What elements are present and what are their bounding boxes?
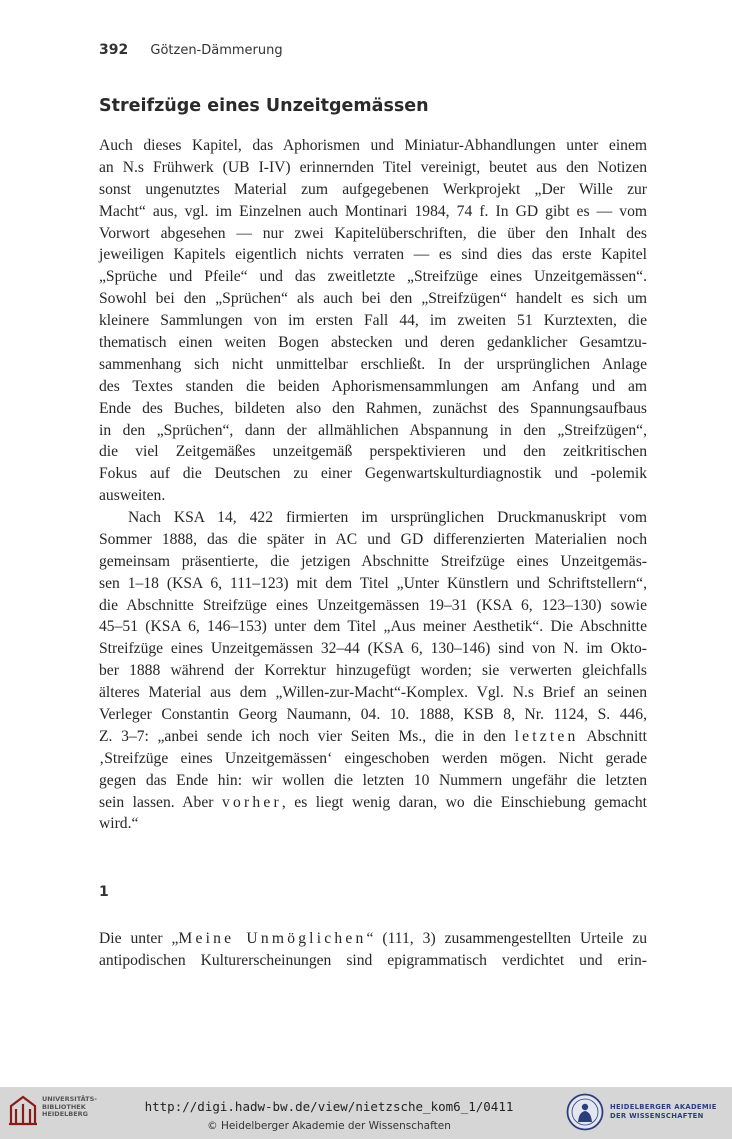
text-line: Ende des Buches, bildeten also den Rahmen, zunächst des Spannungsaufbaus bbox=[99, 399, 647, 417]
text-line: Nach KSA 14, 422 firmierten im ursprünglichen Druckmanuskript vom bbox=[128, 509, 647, 526]
text-line bbox=[99, 726, 647, 748]
text-line: gemeinsam präsentierte, die jetzigen Abschnitte Streifzüge eines Unzeitgemäs- bbox=[99, 552, 647, 570]
spaced-emphasis: vorher bbox=[221, 793, 282, 811]
text-line: ber 1888 während der Korrektur hinzugefügt worden; sie verwerten gleichfalls bbox=[99, 662, 647, 680]
text-run: sein lassen. Aber bbox=[99, 793, 222, 811]
academy-seal-icon bbox=[566, 1093, 604, 1131]
text-run: , es liegt wenig daran, wo die Einschiebung gemacht bbox=[281, 793, 647, 811]
text-line: Sowohl bei den „Sprüchen“ als auch bei den „Streifzügen“ handelt es sich um bbox=[99, 290, 647, 308]
source-url-link[interactable]: http://digi.hadw-bw.de/view/nietzsche_kom6_1/0411 bbox=[144, 1099, 514, 1114]
text-line: ausweiten. bbox=[99, 487, 166, 505]
text-run: Die unter „ bbox=[99, 930, 179, 947]
text-line: 45–51 (KSA 6, 146–153) unter dem Titel „Aus meiner Aesthetik“. Die Abschnitte bbox=[99, 618, 647, 636]
text-run: Abschnitt bbox=[578, 727, 647, 745]
text-line: Sommer 1888, das die später in AC und GD differenzierten Materialien noch bbox=[99, 530, 647, 548]
academy-name: HEIDELBERGER AKADEMIE DER WISSENSCHAFTEN bbox=[610, 1103, 717, 1120]
text-line: sammenhang sich nicht unmittelbar erschließt. In der ursprünglichen Anlage bbox=[99, 355, 647, 373]
entry-number: 1 bbox=[99, 884, 109, 900]
text-line: Streifzüge eines Unzeitgemässen 32–44 (KSA 6, 130–146) sind von N. im Okto- bbox=[99, 640, 647, 658]
text-line: des Textes standen die beiden Aphorismensammlungen am Anfang und am bbox=[99, 377, 647, 395]
section-title: Streifzüge eines Unzeitgemässen bbox=[99, 96, 429, 116]
text-line: die Abschnitte Streifzüge eines Unzeitgemässen 19–31 (KSA 6, 123–130) sowie bbox=[99, 596, 647, 614]
book-title: Götzen-Dämmerung bbox=[150, 43, 283, 58]
footer-bar bbox=[0, 1087, 732, 1139]
text-line: Vorwort abgesehen — nur zwei Kapitelüberschriften, die über den Inhalt des bbox=[99, 224, 647, 242]
text-line: an N.s Frühwerk (UB I-IV) erinnernden Titel vereinigt, beutet aus den Notizen bbox=[99, 158, 647, 176]
text-line: sonst ungenutztes Material zum aufgegebenen Werkprojekt „Der Wille zur bbox=[99, 180, 647, 198]
spaced-emphasis: letzten bbox=[514, 727, 579, 745]
text-line bbox=[99, 792, 647, 814]
paragraph-1 bbox=[99, 135, 647, 507]
page-number: 392 bbox=[99, 42, 129, 58]
entry-text bbox=[99, 928, 647, 972]
text-line bbox=[99, 928, 647, 950]
text-line: „Sprüche und Pfeile“ und das zweitletzte „Streifzüge eines Unzeitgemässen“. bbox=[99, 268, 647, 286]
text-line: Macht“ aus, vgl. im Einzelnen auch Montinari 1984, 74 f. In GD gibt es — vom bbox=[99, 202, 647, 220]
text-line: die viel Zeitgemäßes unzeitgemäß perspektivieren und den zeitkritischen bbox=[99, 443, 647, 461]
paragraph-2 bbox=[99, 507, 647, 835]
text-line: Verleger Constantin Georg Naumann, 04. 10. 1888, KSB 8, Nr. 1124, S. 446, bbox=[99, 706, 647, 724]
text-line: gegen das Ende hin: wir wollen die letzten 10 Nummern ungefähr die letzten bbox=[99, 771, 647, 789]
text-line: älteres Material aus dem „Willen-zur-Macht“-Komplex. Vgl. N.s Brief an seinen bbox=[99, 684, 647, 702]
text-line: sen 1–18 (KSA 6, 111–123) mit dem Titel „Unter Künstlern und Schriftstellern“, bbox=[99, 574, 647, 592]
spaced-emphasis: Meine Unmöglichen bbox=[178, 930, 367, 947]
text-run: Z. 3–7: „anbei sende ich noch vier Seiten Ms., die in den bbox=[99, 727, 515, 745]
running-head bbox=[99, 42, 283, 58]
copyright-notice: © Heidelberger Akademie der Wissenschaften bbox=[207, 1120, 451, 1132]
text-line: Fokus auf die Deutschen zu einer Gegenwartskulturdiagnostik und -polemik bbox=[99, 465, 647, 483]
text-line: ‚Streifzüge eines Unzeitgemässen‘ eingeschoben werden mögen. Nicht gerade bbox=[99, 749, 647, 767]
text-line: kleinere Sammlungen von im ersten Fall 44, im zweiten 51 Kurztexten, die bbox=[99, 312, 647, 330]
library-name: UNIVERSITÄTS- BIBLIOTHEK HEIDELBERG bbox=[42, 1095, 97, 1118]
text-line: Auch dieses Kapitel, das Aphorismen und Miniatur-Abhandlungen unter einem bbox=[99, 137, 647, 154]
text-line: wird.“ bbox=[99, 815, 139, 833]
text-line: antipodischen Kulturerscheinungen sind epigrammatisch verdichtet und erin- bbox=[99, 951, 647, 969]
text-line: in den „Sprüchen“, dann der allmählichen Abspannung in den „Streifzügen“, bbox=[99, 421, 647, 439]
text-run: “ (111, 3) zusammengestellten Urteile zu bbox=[366, 930, 647, 947]
text-line: thematisch einen weiten Bogen abstecken und deren gedanklicher Gesamtzu- bbox=[99, 334, 647, 352]
text-line: jeweiligen Kapitels eigentlich nichts verraten — es sind dies das erste Kapitel bbox=[99, 246, 647, 264]
